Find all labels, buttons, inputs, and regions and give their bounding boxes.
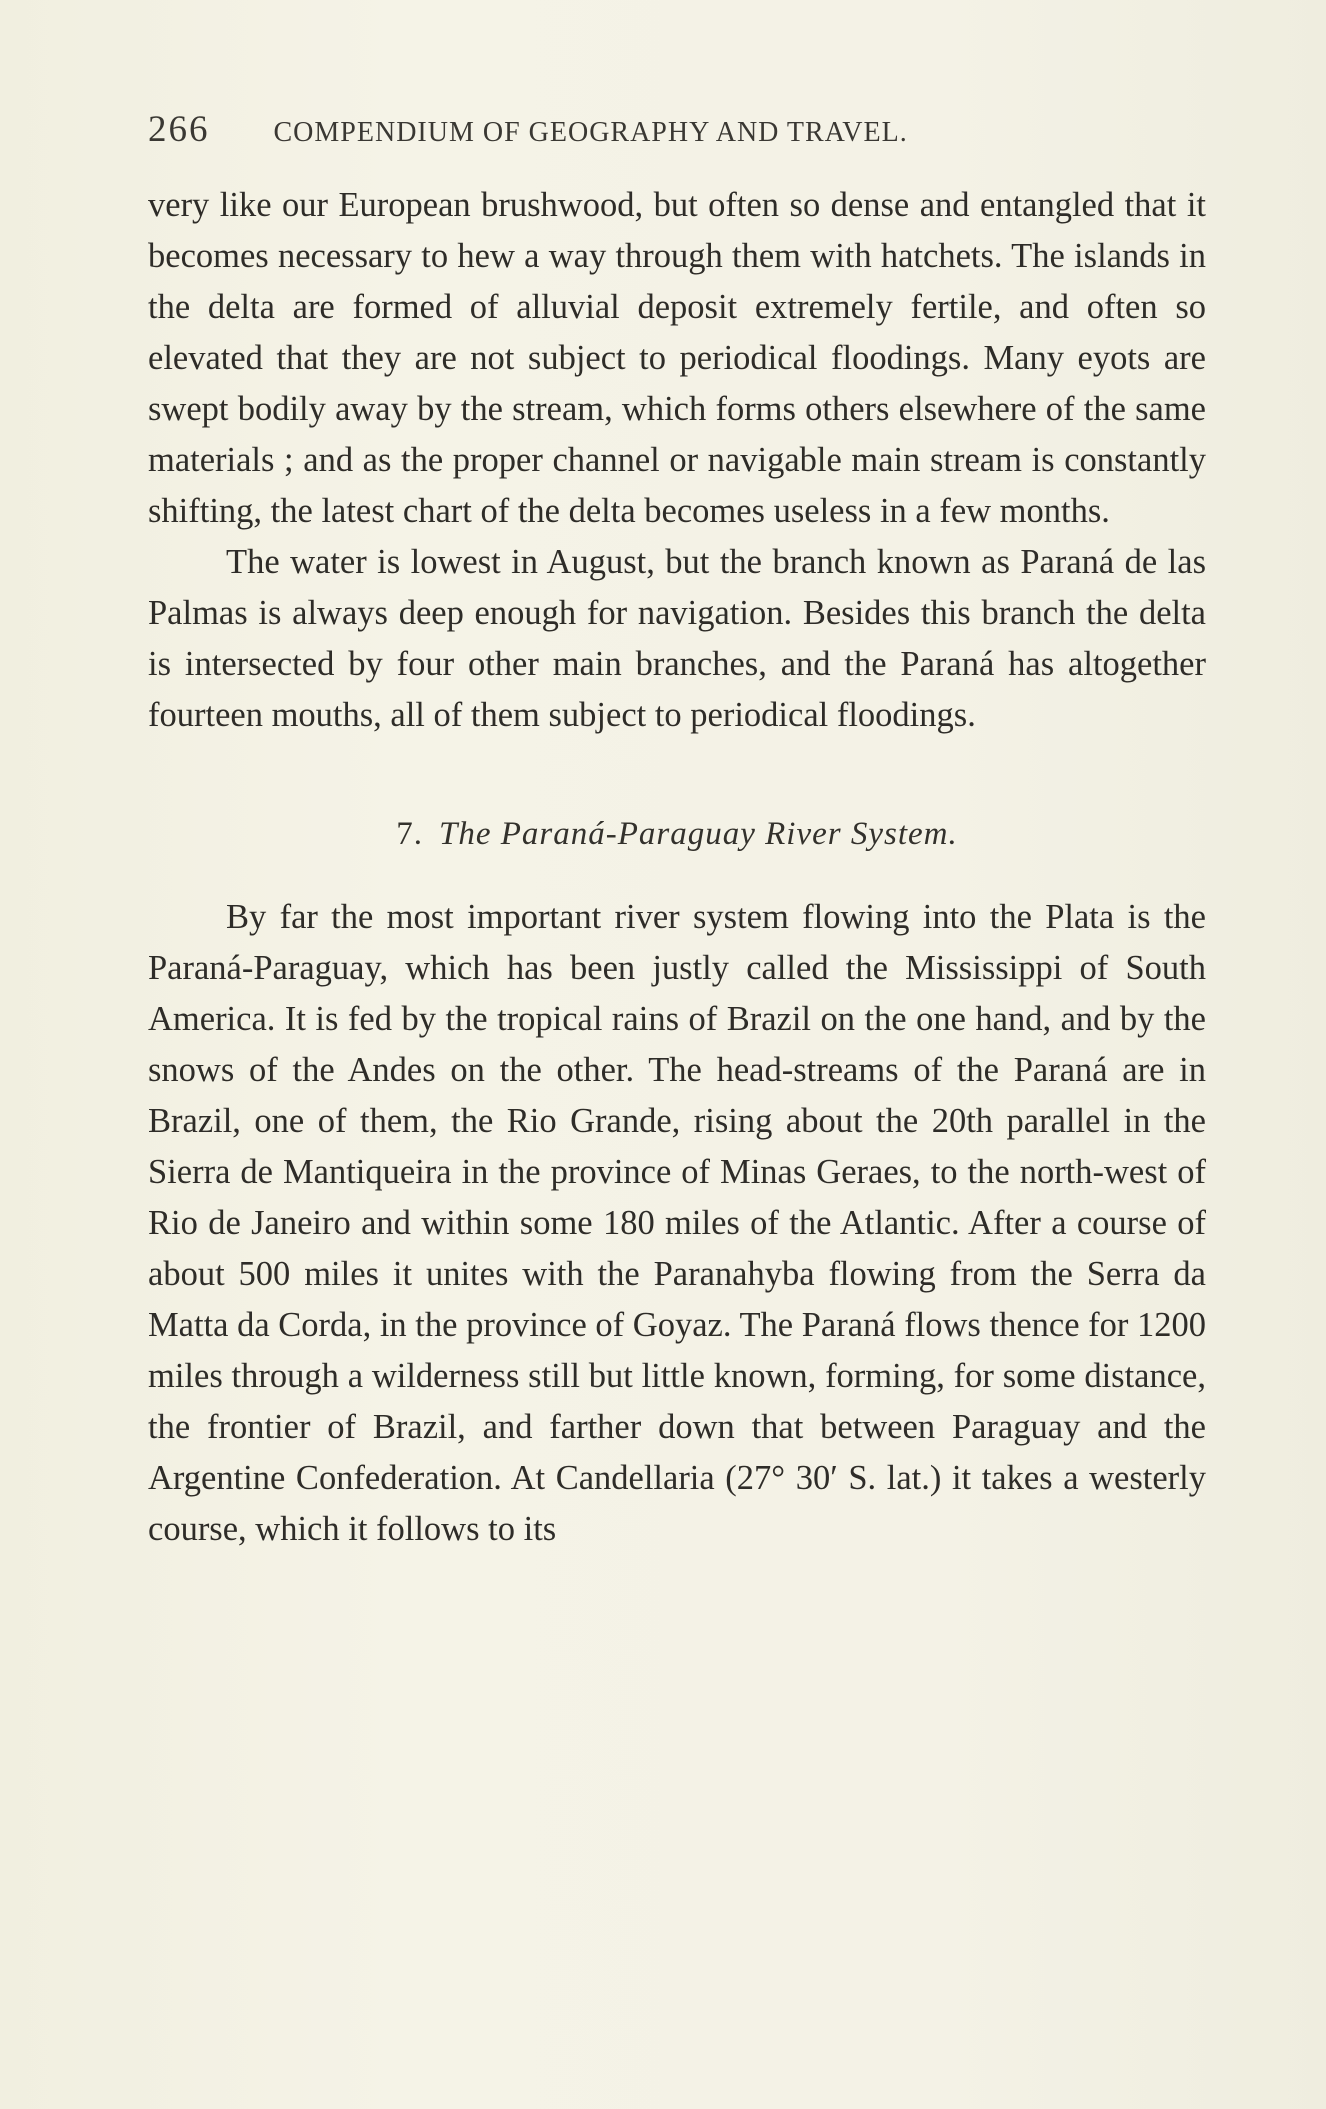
running-title: COMPENDIUM OF GEOGRAPHY AND TRAVEL. [273,117,908,148]
section-number: 7. [396,816,423,852]
paragraph: The water is lowest in August, but the branch known as Paraná de las Palmas is always deep enough for navigation. Besides this branch the delta is intersected by four other main branches, and the Paraná has altogether fourteen mouths, all of them subject to periodical floodings. [148,543,1206,734]
page-number: 266 [148,109,210,150]
paragraph-continued: very like our European brushwood, but often so dense and entangled that it becomes necessary to hew a way through them with hatchets. The islands in the delta are formed of alluvial deposit extremely fertile, and often so elevated that they are not subject to periodical floodings. Many eyots are swept bodily away by the stream, which forms others elsewhere of the same materials ; and as the proper channel or navigable main stream is constantly shifting, the latest chart of the delta becomes useless in a few months. [148,186,1206,530]
paragraph: By far the most important river system flowing into the Plata is the Paraná-Paraguay, which has been justly called the Mississippi of South America. It is fed by the tropical rains of Brazil on the one hand, and by the snows of the Andes on the other. The head-streams of the Paraná are in Brazil, one of them, the Rio Grande, rising about the 20th parallel in the Sierra de Mantiqueira in the province of Minas Geraes, to the north-west of Rio de Janeiro and within some 180 miles of the Atlantic. After a course of about 500 miles it unites with the Paranahyba flowing from the Serra da Matta da Corda, in the province of Goyaz. The Paraná flows thence for 1200 miles through a wilderness still but little known, forming, for some distance, the frontier of Brazil, and farther down that between Paraguay and the Argentine Confederation. At Candellaria (27° 30′ S. lat.) it takes a westerly course, which it follows to its [148,898,1206,1548]
body-text [148,180,1206,1555]
section-heading [148,809,1206,860]
running-header [148,108,1048,151]
section-title: The Paraná-Paraguay River System. [439,816,958,852]
